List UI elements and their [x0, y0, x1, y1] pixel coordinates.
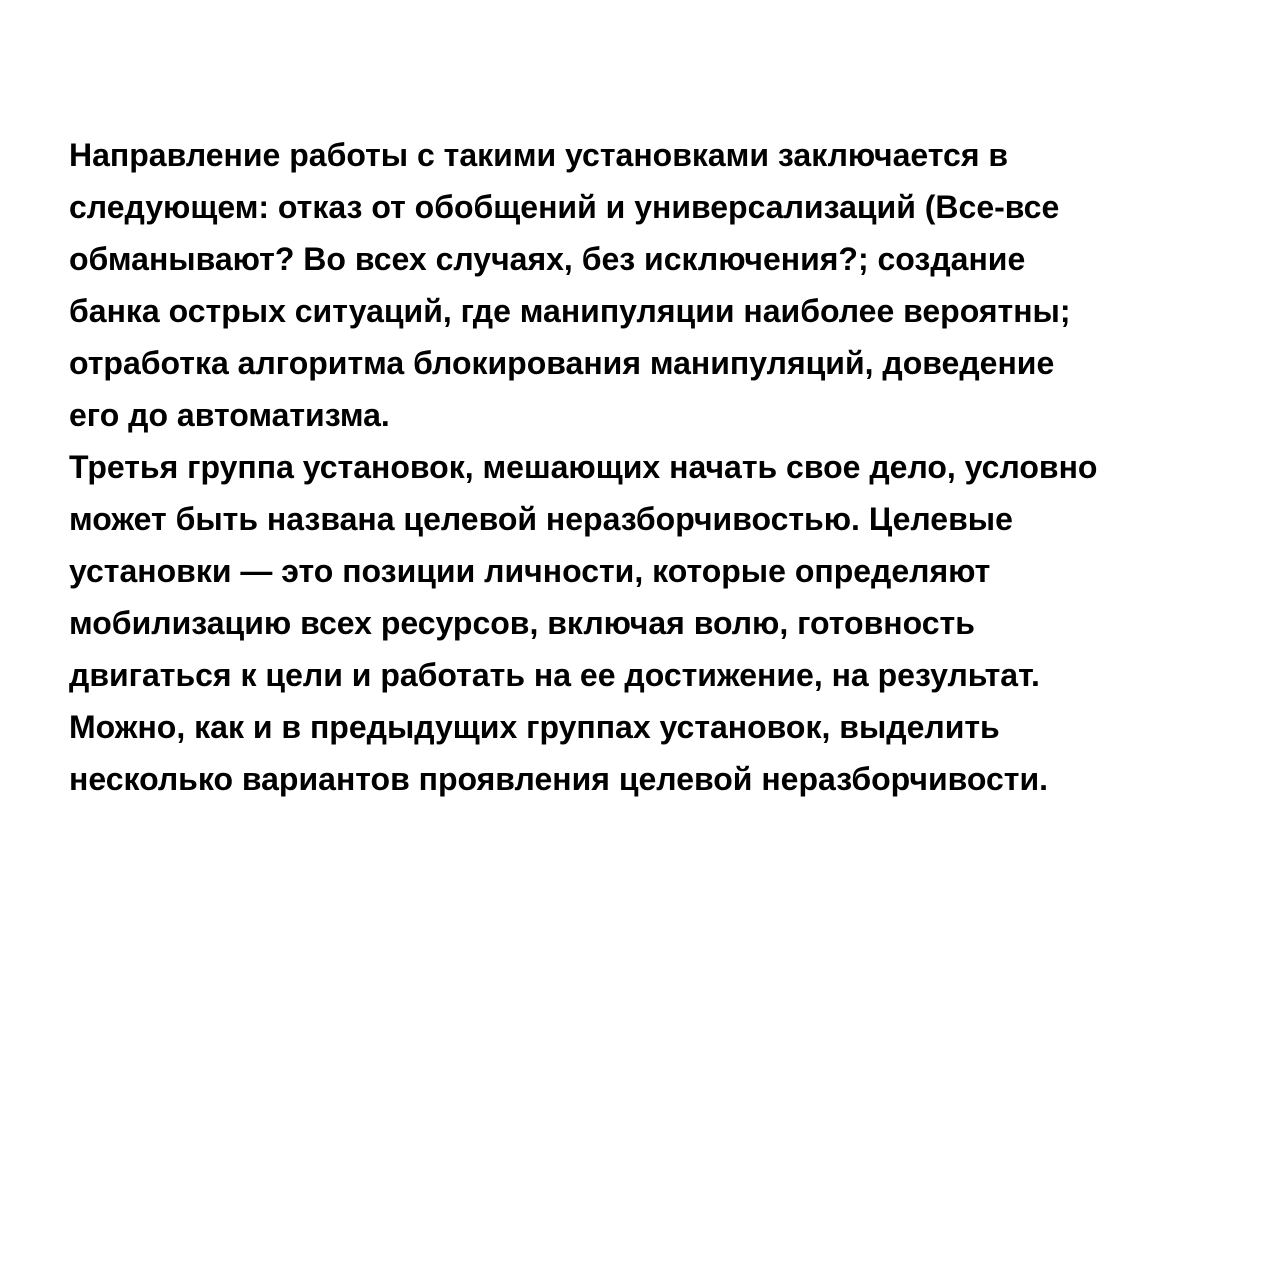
text-line: отработка алгоритма блокирования манипуляций, доведение — [69, 345, 1055, 381]
text-line: несколько вариантов проявления целевой неразборчивости. — [69, 761, 1049, 797]
text-line: Можно, как и в предыдущих группах установок, выделить — [69, 709, 1000, 745]
text-line: двигаться к цели и работать на ее достижение, на результат. — [69, 657, 1040, 693]
text-line: его до автоматизма. — [69, 397, 390, 433]
text-line: мобилизацию всех ресурсов, включая волю, готовность — [69, 605, 975, 641]
text-line: установки — это позиции личности, которые определяют — [69, 553, 991, 589]
text-line: Третья группа установок, мешающих начать свое дело, условно — [69, 449, 1098, 485]
text-line: обманывают? Во всех случаях, без исключения?; создание — [69, 241, 1026, 277]
body-text — [69, 129, 1269, 805]
text-line: следующем: отказ от обобщений и универсализаций (Все-все — [69, 189, 1060, 225]
text-line: банка острых ситуаций, где манипуляции наиболее вероятны; — [69, 293, 1071, 329]
text-line: Направление работы с такими установками заключается в — [69, 137, 1009, 173]
text-line: может быть названа целевой неразборчивостью. Целевые — [69, 501, 1013, 537]
